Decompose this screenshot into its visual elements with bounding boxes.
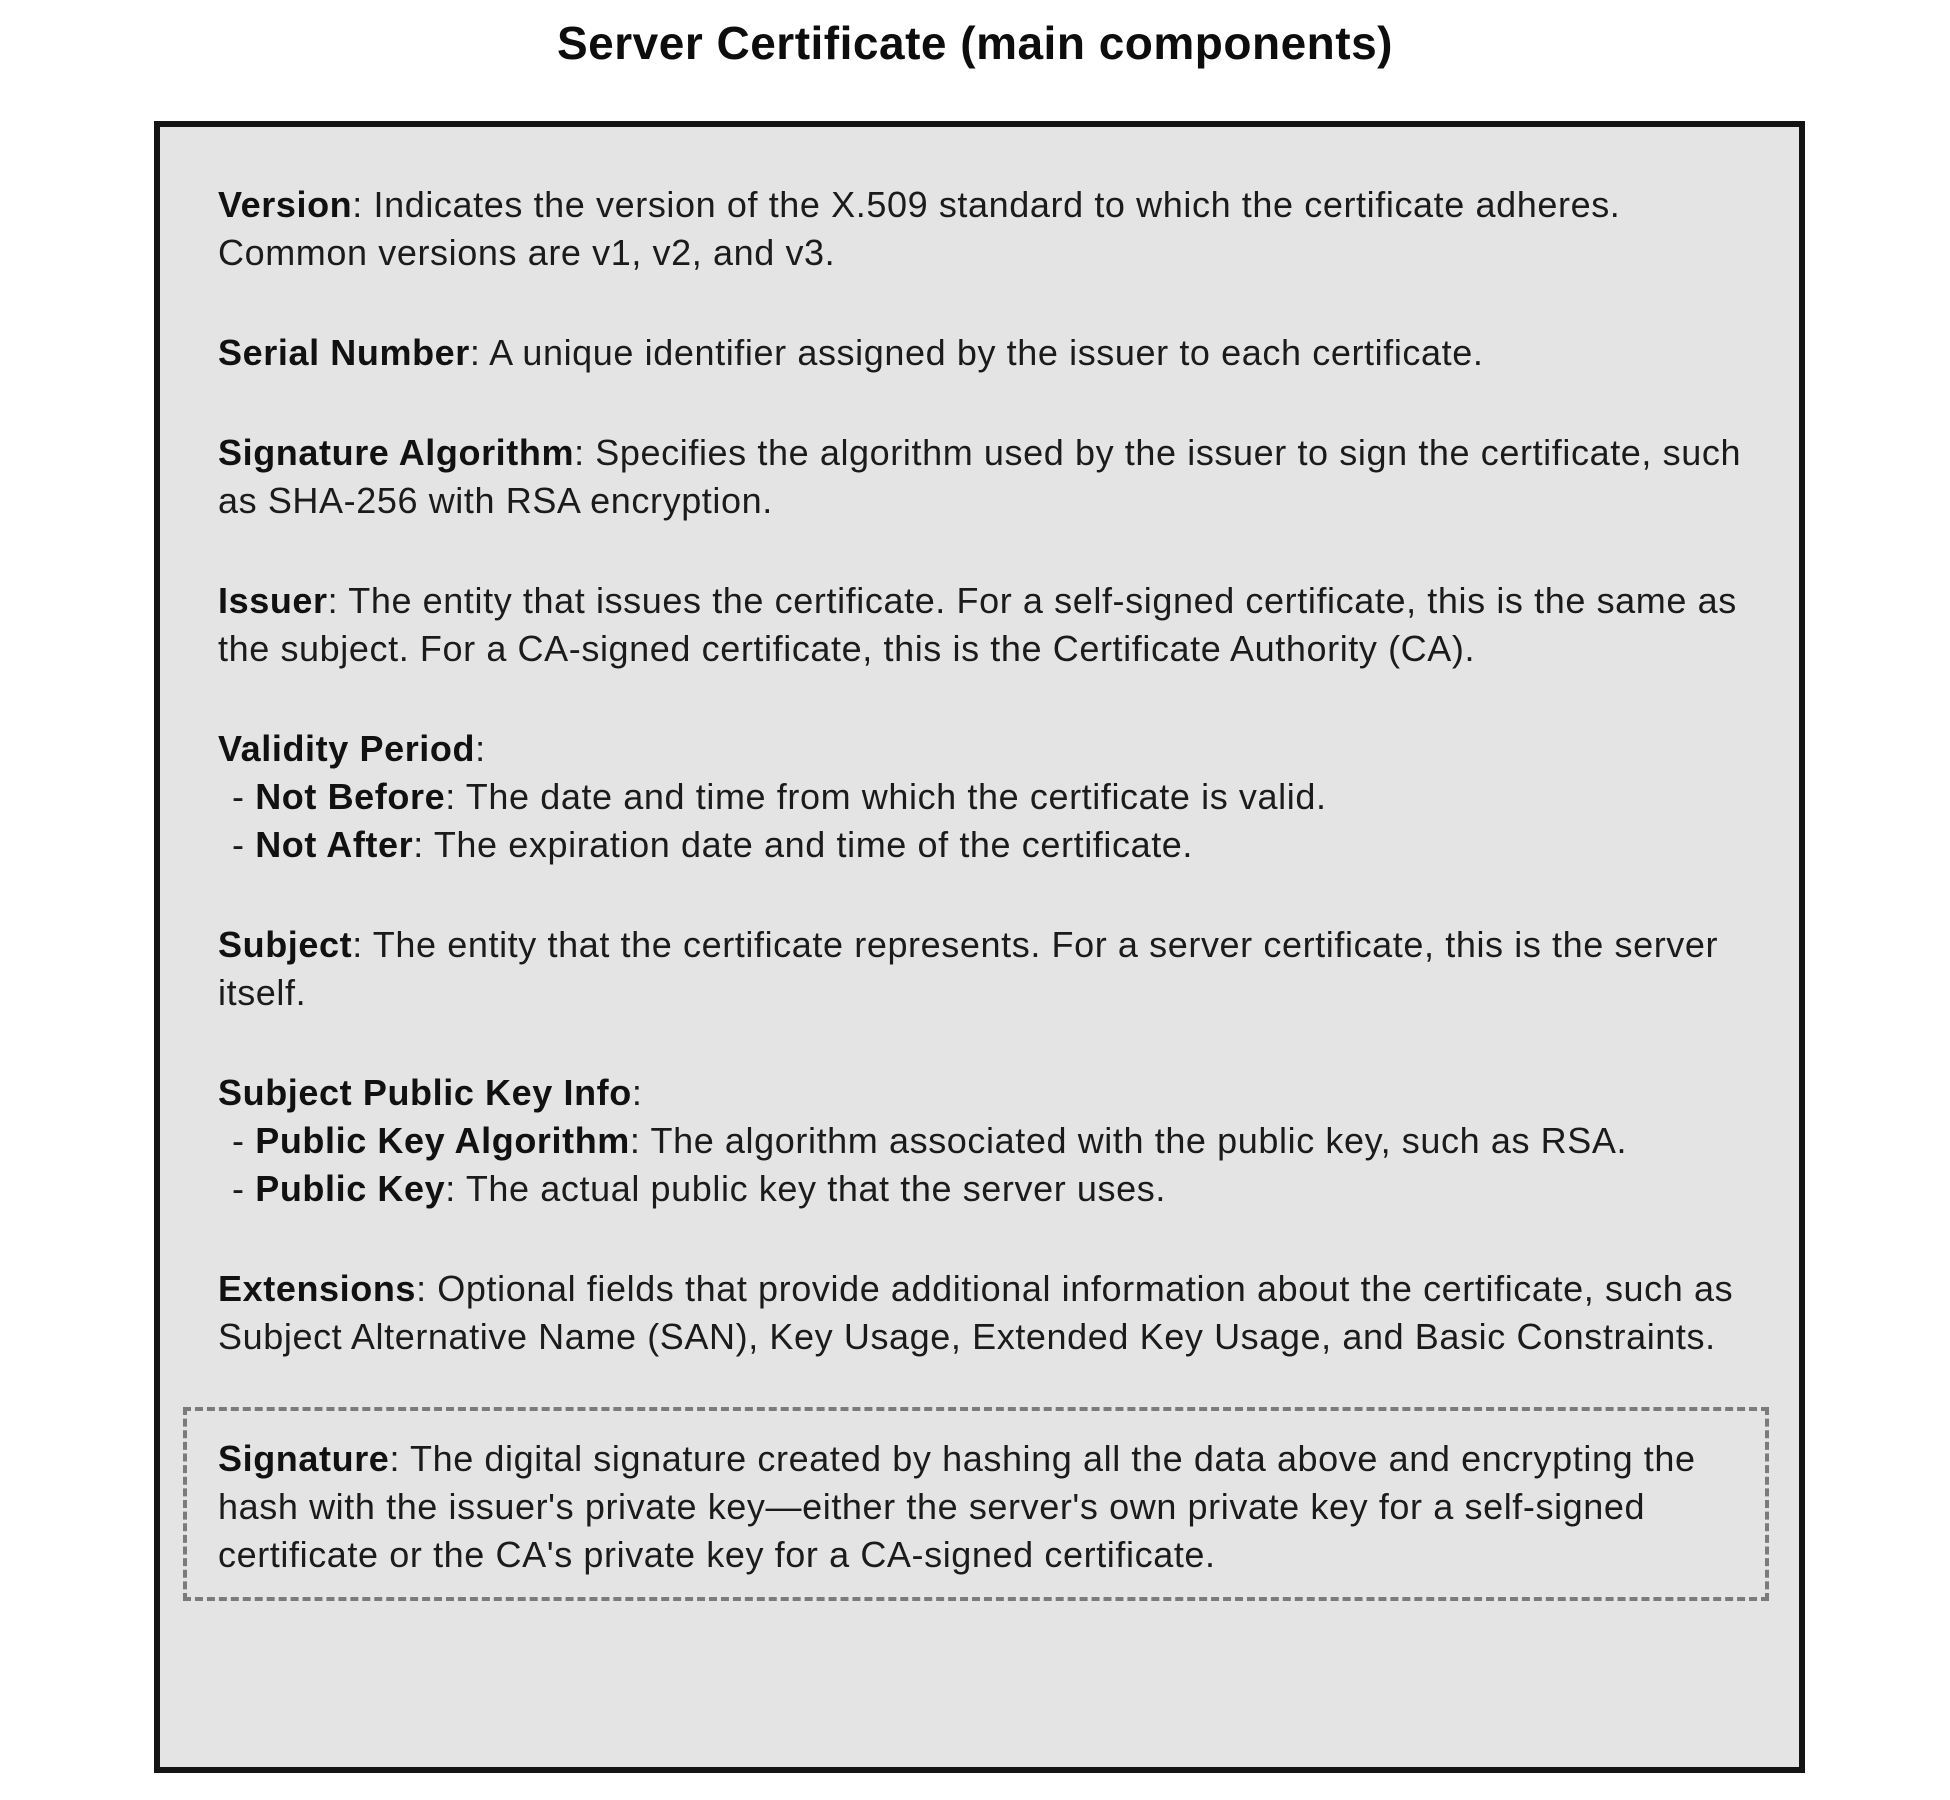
bullet-label: Not After — [255, 824, 414, 865]
label-separator: : — [416, 1268, 438, 1309]
section-signature — [218, 1435, 1735, 1579]
label-separator: : — [445, 1168, 466, 1209]
bullet-not-after — [218, 821, 1743, 869]
section-subject — [218, 921, 1743, 1017]
section-text: Specifies the algorithm used by the issuer to sign the certificate, such as SHA-256 with RSA encryption. — [218, 432, 1742, 521]
section-label: Signature — [218, 1438, 390, 1479]
bullet-text: The algorithm associated with the public key, such as RSA. — [650, 1120, 1628, 1161]
section-text: The entity that the certificate represents. For a server certificate, this is the server itself. — [218, 924, 1719, 1013]
section-heading — [218, 725, 1743, 773]
section-signature-algorithm — [218, 429, 1743, 525]
section-issuer — [218, 577, 1743, 673]
label-separator: : — [445, 776, 466, 817]
section-heading — [218, 1069, 1743, 1117]
bullet-dash: - — [232, 824, 256, 865]
bullet-public-key — [218, 1165, 1743, 1213]
label-separator: : — [413, 824, 434, 865]
label-separator: : — [327, 580, 349, 621]
label-separator: : — [469, 332, 490, 373]
bullet-dash: - — [232, 1168, 256, 1209]
certificate-content — [160, 127, 1799, 1601]
section-text: Optional fields that provide additional information about the certificate, such as Subject Alternative Name (SAN), Key Usage, Extended Key Usage, and Basic Constraints. — [218, 1268, 1734, 1357]
label-separator: : — [574, 432, 596, 473]
section-label: Issuer — [218, 580, 328, 621]
bullet-not-before — [218, 773, 1743, 821]
bullet-label: Not Before — [255, 776, 446, 817]
bullet-public-key-algorithm — [218, 1117, 1743, 1165]
section-subject-public-key-info — [218, 1069, 1743, 1213]
bullet-label: Public Key Algorithm — [255, 1120, 630, 1161]
section-text: The digital signature created by hashing all the data above and encrypting the hash with the issuer's private key—either the server's own private key for a self-signed certificate or the CA's private key for a CA-signed certificate. — [218, 1438, 1696, 1575]
section-label: Subject Public Key Info — [218, 1072, 632, 1113]
section-label: Subject — [218, 924, 353, 965]
bullet-dash: - — [232, 776, 256, 817]
section-validity-period — [218, 725, 1743, 869]
bullet-text: The expiration date and time of the certificate. — [433, 824, 1194, 865]
label-separator: : — [631, 1072, 643, 1113]
section-label: Version — [218, 184, 353, 225]
bullet-dash: - — [232, 1120, 256, 1161]
section-version — [218, 181, 1743, 277]
bullet-text: The actual public key that the server uses. — [465, 1168, 1166, 1209]
label-separator: : — [629, 1120, 651, 1161]
label-separator: : — [389, 1438, 410, 1479]
section-label: Serial Number — [218, 332, 470, 373]
page-title: Server Certificate (main components) — [556, 17, 1393, 69]
section-label: Signature Algorithm — [218, 432, 575, 473]
bullet-text: The date and time from which the certificate is valid. — [465, 776, 1327, 817]
section-text: A unique identifier assigned by the issuer to each certificate. — [489, 332, 1484, 373]
section-text: Indicates the version of the X.509 standard to which the certificate adheres. Common versions are v1, v2, and v3. — [218, 184, 1621, 273]
section-label: Extensions — [218, 1268, 417, 1309]
signature-dashed-box — [183, 1407, 1769, 1601]
label-separator: : — [352, 924, 373, 965]
section-text: The entity that issues the certificate. For a self-signed certificate, this is the same as the subject. For a CA-signed certificate, this is the Certificate Authority (CA). — [218, 580, 1737, 669]
bullet-label: Public Key — [255, 1168, 446, 1209]
section-extensions — [218, 1265, 1743, 1361]
section-label: Validity Period — [218, 728, 476, 769]
certificate-box — [154, 121, 1805, 1773]
label-separator: : — [352, 184, 374, 225]
section-serial-number — [218, 329, 1743, 377]
label-separator: : — [475, 728, 486, 769]
